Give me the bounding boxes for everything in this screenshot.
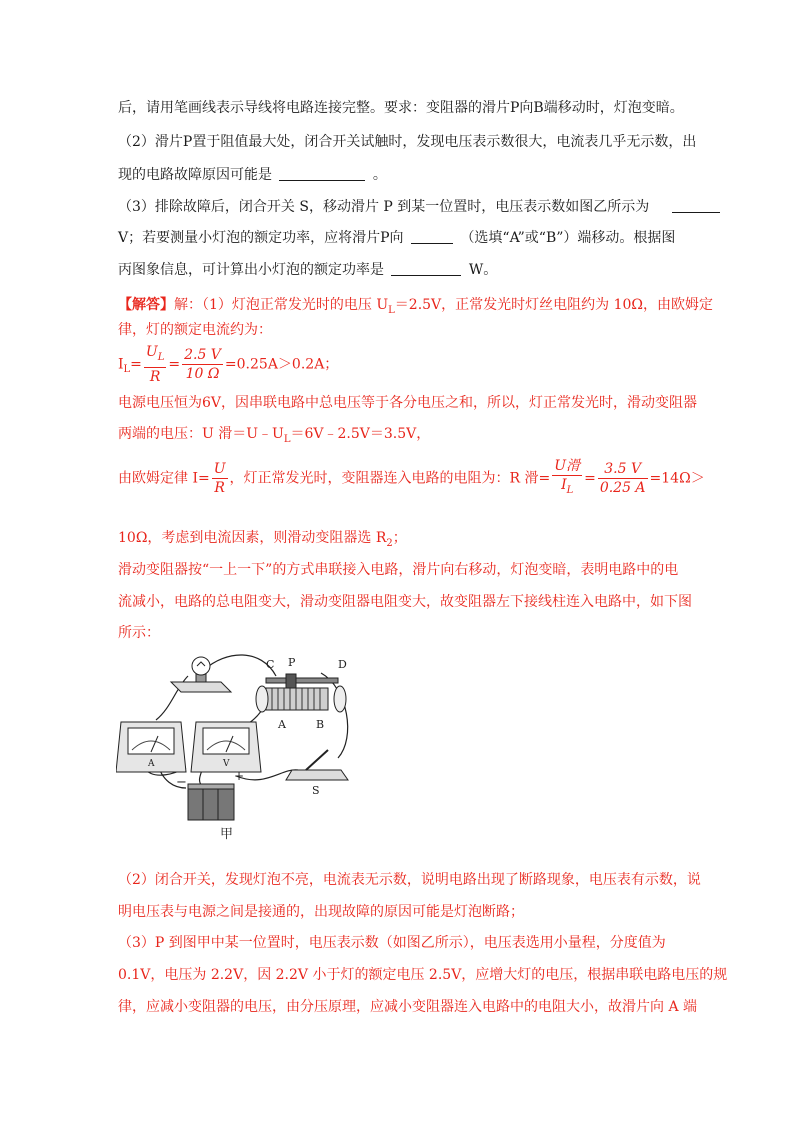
- rheostat: [256, 674, 346, 712]
- svg-text:V: V: [223, 759, 230, 769]
- text: 电源电压恒为6V，因串联电路中总电压等于各分电压之和，所以，灯正常发光时，滑动变阻器: [118, 395, 698, 411]
- answer-blank: [391, 261, 461, 276]
- text: ，灯正常发光时，变阻器连入电路的电阻为：R 滑: [229, 470, 539, 487]
- text: 后，请用笔画线表示导线将电路连接完整。要求：变阻器的滑片P向B端移动时，灯泡变暗。: [118, 100, 684, 116]
- text: 由欧姆定律 I: [118, 470, 198, 487]
- text: 明电压表与电源之间是接通的，出现故障的原因可能是灯泡断路；: [118, 904, 524, 920]
- text: 律，灯的额定电流约为：: [118, 322, 272, 338]
- text: （选填“A”或“B”）端移动。根据图: [460, 230, 676, 246]
- answer-line-12: [118, 902, 524, 922]
- subscript: L: [123, 364, 131, 376]
- answer-line-13: [118, 933, 666, 953]
- label-c: C: [266, 658, 275, 671]
- battery: [188, 784, 234, 820]
- text: 律，应减小变阻器的电压，由分压原理，应减小变阻器连入电路中的电阻大小，故滑片向 A 端: [118, 999, 698, 1015]
- figure-caption: 甲: [220, 827, 234, 842]
- text: I: [118, 356, 124, 373]
- label-p: P: [288, 656, 296, 669]
- text: 两端的电压：U 滑＝U﹣U: [118, 426, 284, 442]
- answer-line-1: [118, 295, 713, 321]
- text: 解：（1）灯泡正常发光时的电压 U: [174, 297, 389, 313]
- answer-line-10: [118, 623, 160, 643]
- text: 现的电路故障原因可能是: [118, 167, 272, 183]
- answer-line-15: [118, 997, 697, 1017]
- question-line-1: [118, 98, 684, 118]
- fraction: $\frac{\text{U滑}}{I_L}$: [554, 458, 581, 496]
- answer-line-8: [118, 560, 678, 580]
- question-line-3: [118, 165, 387, 185]
- question-line-2: [118, 132, 696, 152]
- text: W。: [468, 262, 498, 278]
- answer-blank: [411, 229, 453, 244]
- lamp: [171, 657, 231, 692]
- label-minus: −: [176, 775, 187, 790]
- text: 10Ω，考虑到电流因素，则滑动变阻器选 R: [118, 530, 387, 546]
- text: ＝2.5V，正常发光时灯丝电阻约为 10Ω，由欧姆定: [394, 297, 714, 313]
- subscript: 2: [386, 537, 393, 549]
- text: （2）滑片P置于阻值最大处，闭合开关试触时，发现电压表示数很大，电流表几乎无示数，出: [118, 134, 697, 150]
- formula-resistance: 由欧姆定律 I= $\frac{U}{R}$ ，灯正常发光时，变阻器连入电路的电阻为：R 滑= $\frac{\text{U滑}}{I_L}$ = $\frac{3.5 V}{0.25 A}$ =14Ω＞: [118, 457, 705, 500]
- text: ；: [392, 530, 407, 546]
- text: 所示：: [118, 625, 160, 641]
- text: 滑动变阻器按“一上一下”的方式串联接入电路，滑片向右移动，灯泡变暗，表明电路中的电: [118, 562, 679, 578]
- text: V；若要测量小灯泡的额定功率，应将滑片P向: [118, 230, 404, 246]
- label-plus: +: [234, 769, 245, 783]
- text: 流减小，电路的总电阻变大，滑动变阻器电阻变大，故变阻器左下接线柱连入电路中，如下图: [118, 594, 692, 610]
- answer-line-9: [118, 592, 692, 612]
- answer-line-5: [118, 424, 430, 450]
- fraction: $\frac{3.5 V}{0.25 A}$: [599, 460, 646, 496]
- answer-line-14: [118, 965, 727, 985]
- text: =14Ω＞: [649, 470, 705, 487]
- subscript: L: [388, 304, 395, 316]
- subscript: L: [283, 433, 291, 445]
- text: =0.25A＞0.2A；: [224, 356, 339, 373]
- question-line-6: [118, 260, 497, 280]
- answer-line-4: [118, 393, 697, 413]
- text: ＝6V﹣2.5V＝3.5V，: [290, 426, 431, 442]
- question-line-4: [118, 197, 723, 217]
- answer-line-2: [118, 320, 272, 340]
- fraction: $\frac{2.5 V}{10 \Omega}$: [184, 346, 221, 382]
- circuit-diagram: [116, 648, 366, 844]
- label-a: A: [278, 718, 286, 731]
- answer-line-7: [118, 528, 407, 554]
- label-b: B: [316, 718, 325, 731]
- text: 0.1V，电压为 2.2V，因 2.2V 小于灯的额定电压 2.5V，应增大灯的电压，根据串联电路电压的规: [118, 967, 728, 983]
- question-line-5: [118, 228, 675, 248]
- text: （3）P 到图甲中某一位置时，电压表示数（如图乙所示），电压表选用小量程，分度值为: [118, 935, 666, 951]
- formula-current: $I_L=$ $\frac{U_L}{R}$ = $\frac{2.5 V}{10 \Omega}$ =0.25A＞0.2A；: [118, 344, 339, 385]
- label-d: D: [338, 658, 347, 671]
- fraction: $\frac{U}{R}$: [213, 460, 226, 496]
- voltmeter: [191, 722, 261, 772]
- answer-line-11: [118, 870, 701, 890]
- text: 丙图象信息，可计算出小灯泡的额定功率是: [118, 262, 384, 278]
- answer-blank: [279, 166, 365, 181]
- answer-tag: 【解答】: [118, 297, 174, 313]
- text: （2）闭合开关，发现灯泡不亮，电流表无示数，说明电路出现了断路现象，电压表有示数，说: [118, 872, 701, 888]
- text: （3）排除故障后，闭合开关 S，移动滑片 P 到某一位置时，电压表示数如图乙所示为: [118, 199, 650, 215]
- switch: [286, 750, 348, 780]
- answer-blank: [672, 198, 720, 213]
- svg-text:A: A: [148, 759, 155, 769]
- fraction: $\frac{U_L}{R}$: [145, 344, 165, 385]
- ammeter: [116, 722, 186, 772]
- text: 。: [372, 167, 387, 183]
- label-s: S: [312, 784, 320, 797]
